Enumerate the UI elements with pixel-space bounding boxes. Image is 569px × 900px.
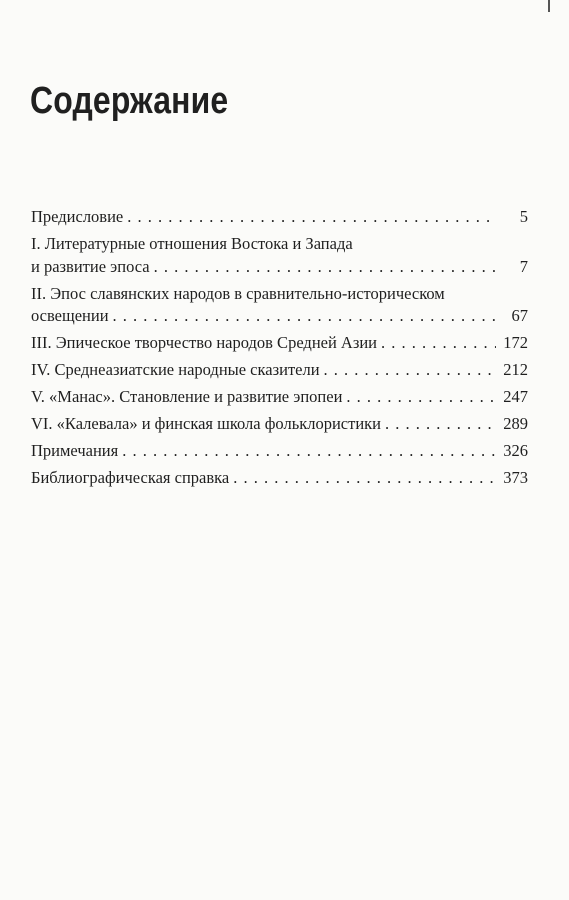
toc-entry-chapter-6[interactable] <box>31 413 528 436</box>
dot-leader <box>381 332 496 355</box>
dot-leader <box>127 206 496 229</box>
dot-leader <box>385 413 496 436</box>
toc-entry-bibliography[interactable] <box>31 467 528 490</box>
dot-leader <box>113 305 496 328</box>
toc-entry-title-continuation: освещении <box>31 306 109 325</box>
toc-entry-title-continuation: и развитие эпоса <box>31 256 150 276</box>
toc-entry-title: IV. Среднеазиатские народные сказители <box>31 360 320 379</box>
toc-entry-notes[interactable] <box>31 440 528 463</box>
toc-entry-chapter-1[interactable] <box>31 233 528 278</box>
toc-entry-title: Предисловие <box>31 207 124 226</box>
dot-leader <box>324 359 496 382</box>
toc-page-number: 5 <box>519 207 528 226</box>
table-of-contents <box>31 206 528 494</box>
dot-leader <box>233 467 496 490</box>
toc-page-number: 373 <box>503 468 528 487</box>
dot-leader <box>122 440 496 463</box>
toc-entry-chapter-5[interactable] <box>31 386 528 409</box>
toc-page-number: 172 <box>503 333 528 352</box>
toc-page-number: 326 <box>503 441 528 460</box>
toc-entry-title-line: I. Литературные отношения Востока и Запада <box>31 234 353 253</box>
toc-page-number: 212 <box>503 360 528 379</box>
page-title: Содержание <box>30 80 229 122</box>
toc-entry-title: Примечания <box>31 441 119 460</box>
toc-entry-title: Библиографическая справка <box>31 468 230 487</box>
toc-page-number: 67 <box>511 306 528 325</box>
toc-page-number: 289 <box>503 414 528 433</box>
toc-entry-chapter-3[interactable] <box>31 332 528 355</box>
toc-entry-preface[interactable] <box>31 206 528 229</box>
dot-leader <box>346 386 496 409</box>
toc-entry-title-line: II. Эпос славянских народов в сравнительно-историческом <box>31 283 445 303</box>
page-edge-mark <box>548 0 550 12</box>
toc-entry-title: VI. «Калевала» и финская школа фольклористики <box>31 414 382 433</box>
dot-leader <box>154 256 496 279</box>
toc-entry-title: V. «Манас». Становление и развитие эпопеи <box>31 387 343 406</box>
toc-entry-chapter-2[interactable] <box>31 283 528 328</box>
toc-entry-chapter-4[interactable] <box>31 359 528 382</box>
toc-page-number: 247 <box>503 387 528 406</box>
toc-page-number: 7 <box>519 256 528 276</box>
toc-entry-title: III. Эпическое творчество народов Средней Азии <box>31 333 378 352</box>
